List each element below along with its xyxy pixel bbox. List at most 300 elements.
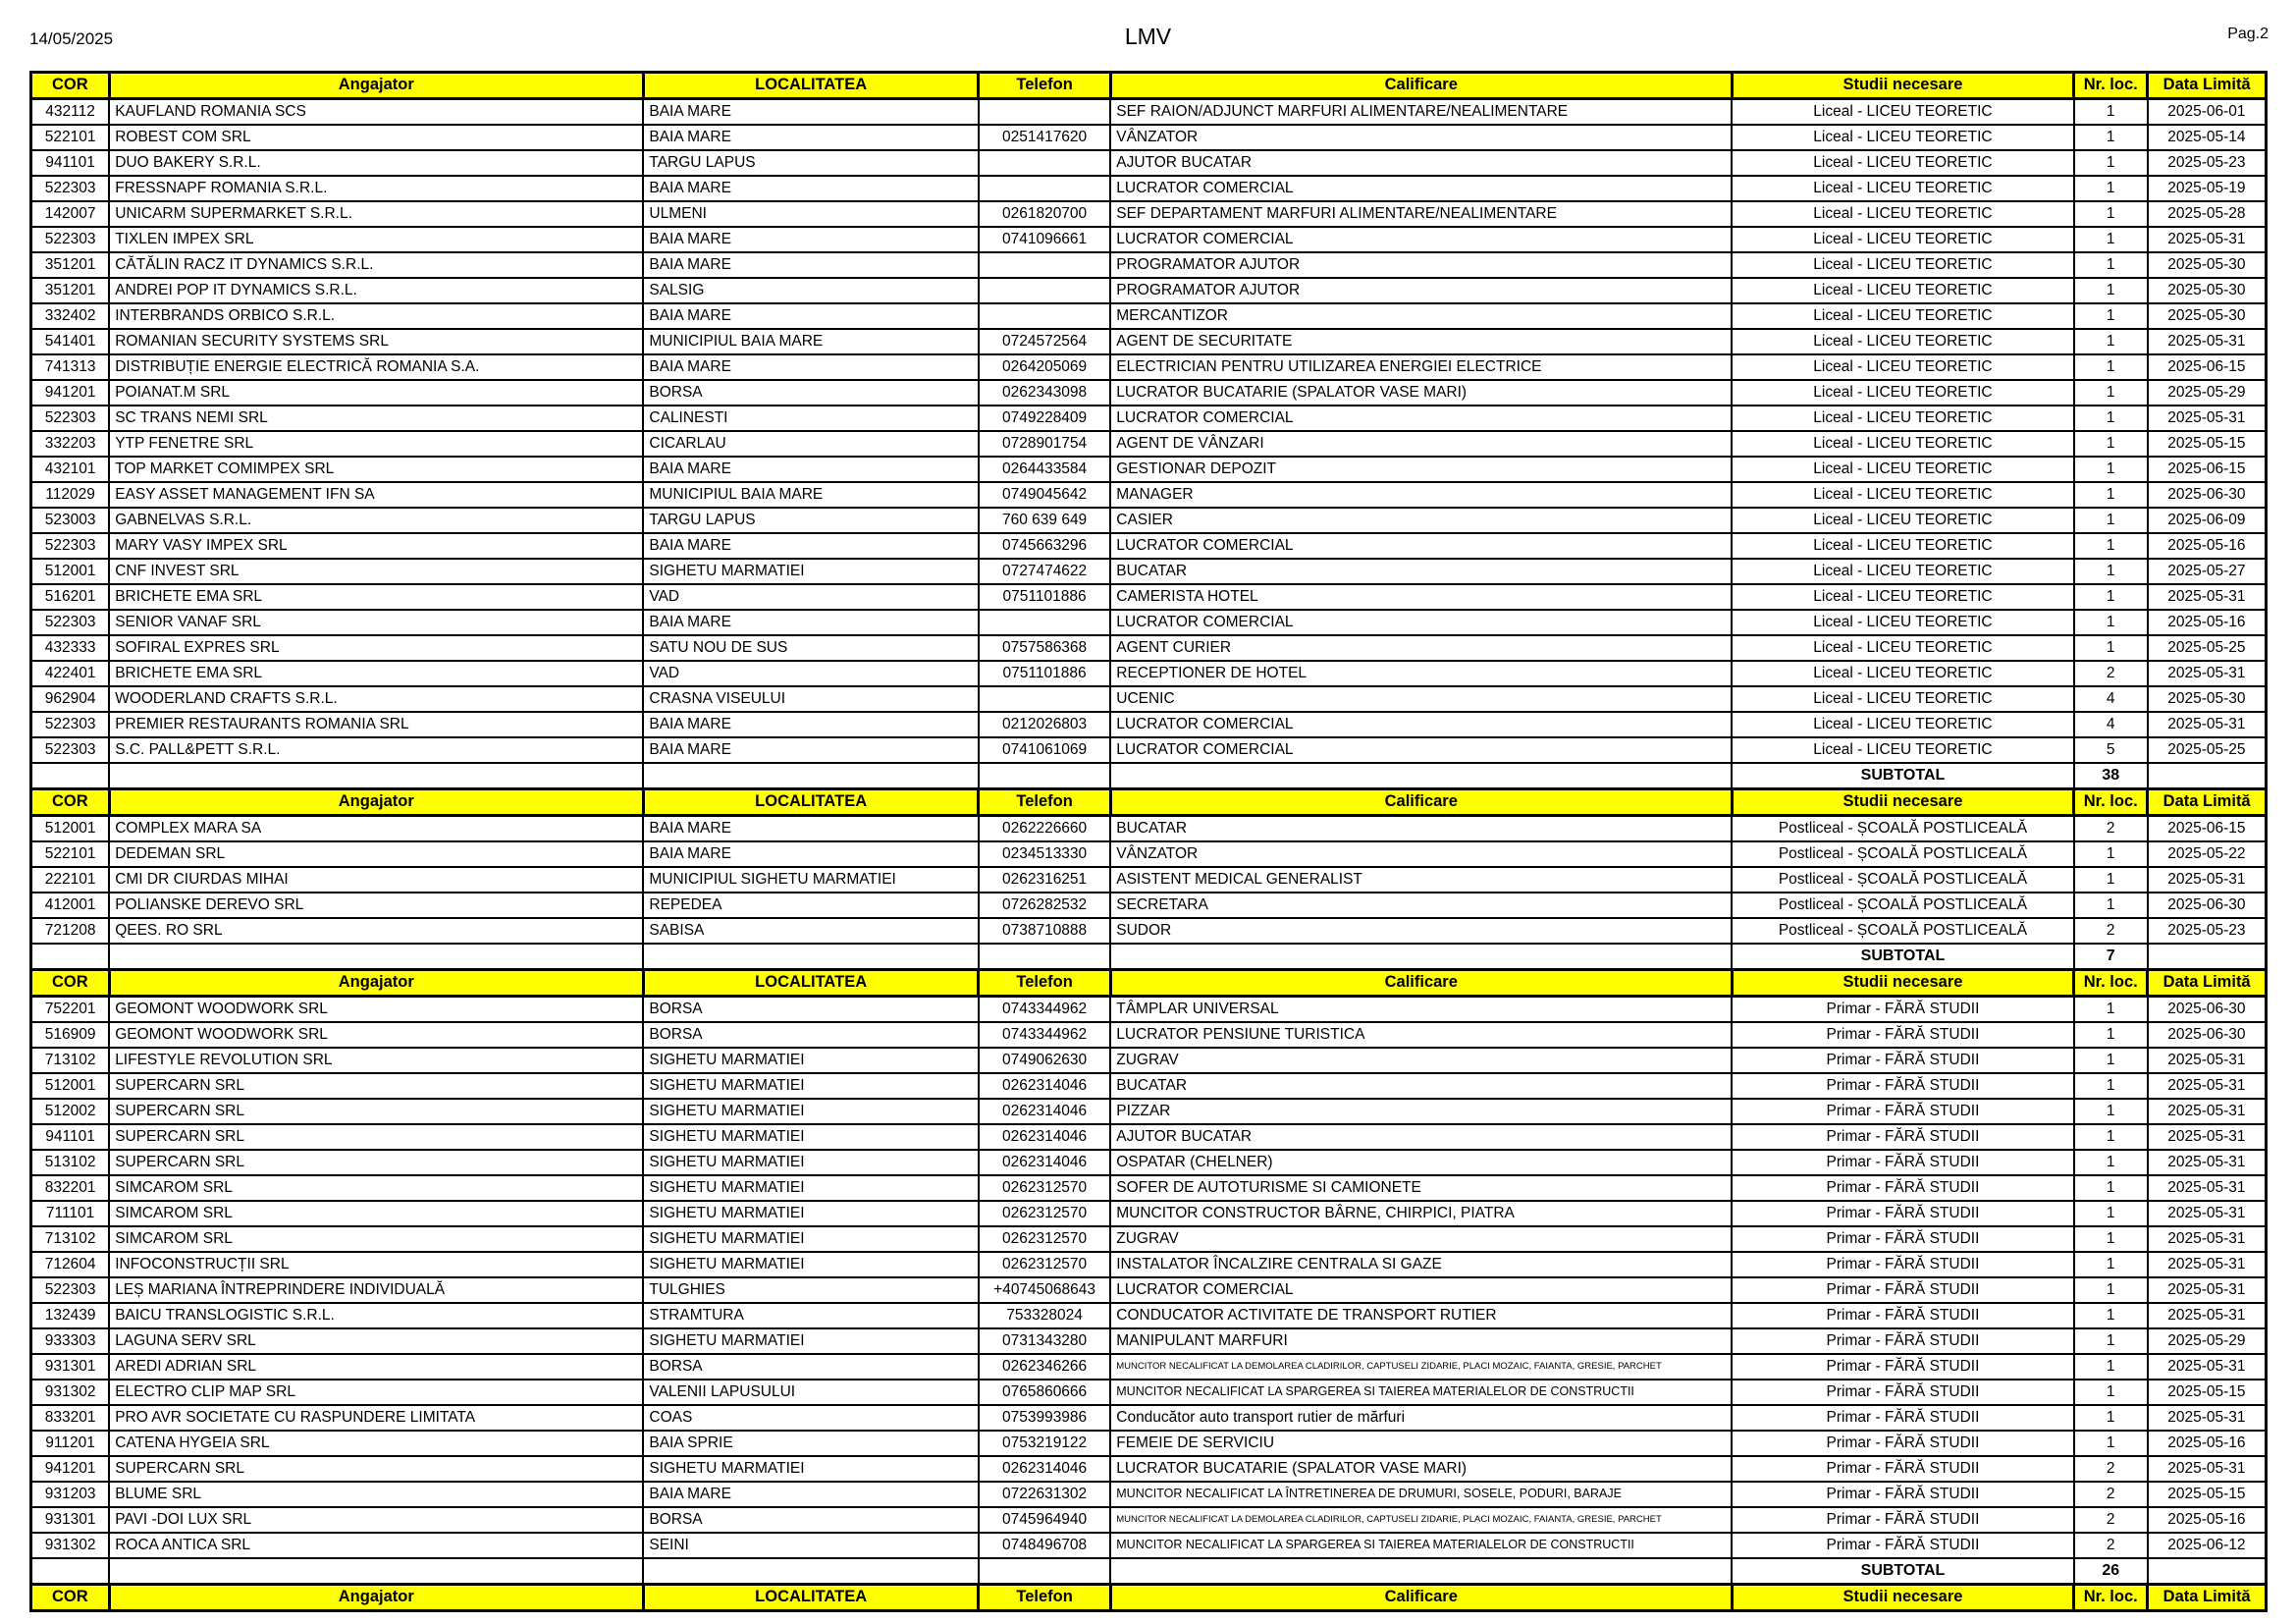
table-row [31,354,2267,380]
cell-localitatea: BAIA MARE [643,125,979,150]
cell-cor [31,763,110,789]
table-body [31,73,2267,1611]
cell-localitatea: TARGU LAPUS [643,508,979,533]
cell-localitatea: BORSA [643,1354,979,1380]
cell-cor: 711101 [31,1201,110,1226]
cell-angajator: SIMCAROM SRL [109,1201,643,1226]
subtotal-row [31,944,2267,970]
cell-data_limita [2148,1558,2267,1585]
cell-data_limita: 2025-05-16 [2148,610,2267,635]
table-row [31,559,2267,584]
column-header-localitatea: LOCALITATEA [643,789,979,816]
cell-calificare [1110,763,1732,789]
cell-calificare: CAMERISTA HOTEL [1110,584,1732,610]
table-row [31,610,2267,635]
cell-nr_loc: 1 [2074,1431,2148,1456]
cell-cor: 522101 [31,125,110,150]
cell-nr_loc: 1 [2074,380,2148,406]
cell-angajator: WOODERLAND CRAFTS S.R.L. [109,686,643,712]
cell-calificare: VÂNZATOR [1110,841,1732,867]
cell-nr_loc: 1 [2074,1073,2148,1099]
cell-cor: 516909 [31,1022,110,1048]
cell-localitatea: BAIA MARE [643,457,979,482]
cell-nr_loc: 1 [2074,1150,2148,1175]
cell-studii: Liceal - LICEU TEORETIC [1732,329,2073,354]
cell-nr_loc: 1 [2074,1175,2148,1201]
cell-data_limita: 2025-06-01 [2148,99,2267,126]
cell-calificare: AGENT DE VÂNZARI [1110,431,1732,457]
table-row [31,303,2267,329]
cell-cor: 522303 [31,176,110,201]
cell-calificare: LUCRATOR COMERCIAL [1110,227,1732,252]
subtotal-label: SUBTOTAL [1732,763,2073,789]
cell-studii: Primar - FĂRĂ STUDII [1732,1507,2073,1533]
cell-studii: Liceal - LICEU TEORETIC [1732,661,2073,686]
cell-data_limita: 2025-05-31 [2148,1201,2267,1226]
cell-studii: Primar - FĂRĂ STUDII [1732,1354,2073,1380]
cell-telefon [979,1558,1110,1585]
cell-angajator [109,763,643,789]
cell-calificare: LUCRATOR BUCATARIE (SPALATOR VASE MARI) [1110,1456,1732,1482]
cell-localitatea: CRASNA VISEULUI [643,686,979,712]
cell-localitatea: VAD [643,584,979,610]
table-row [31,1175,2267,1201]
cell-localitatea: TULGHIES [643,1277,979,1303]
table-row [31,1150,2267,1175]
cell-telefon: 0262312570 [979,1175,1110,1201]
cell-data_limita: 2025-05-23 [2148,918,2267,944]
table-row [31,712,2267,737]
cell-localitatea: SIGHETU MARMATIEI [643,1456,979,1482]
cell-data_limita: 2025-06-12 [2148,1533,2267,1558]
cell-data_limita: 2025-05-31 [2148,1456,2267,1482]
cell-calificare: SEF RAION/ADJUNCT MARFURI ALIMENTARE/NEALIMENTARE [1110,99,1732,126]
cell-localitatea: TARGU LAPUS [643,150,979,176]
cell-data_limita: 2025-05-31 [2148,1099,2267,1124]
cell-angajator: SUPERCARN SRL [109,1456,643,1482]
cell-data_limita: 2025-05-31 [2148,1150,2267,1175]
table-row [31,1048,2267,1073]
table-row [31,1201,2267,1226]
cell-localitatea: BAIA MARE [643,1482,979,1507]
cell-telefon: 0753219122 [979,1431,1110,1456]
cell-telefon: 753328024 [979,1303,1110,1328]
cell-data_limita [2148,763,2267,789]
cell-angajator: SENIOR VANAF SRL [109,610,643,635]
cell-angajator: GABNELVAS S.R.L. [109,508,643,533]
cell-cor: 512002 [31,1099,110,1124]
cell-calificare: LUCRATOR COMERCIAL [1110,533,1732,559]
column-header-angajator: Angajator [109,789,643,816]
cell-telefon: 0731343280 [979,1328,1110,1354]
cell-cor: 332402 [31,303,110,329]
cell-angajator: SOFIRAL EXPRES SRL [109,635,643,661]
cell-telefon: 0765860666 [979,1380,1110,1405]
column-header-angajator: Angajator [109,73,643,99]
cell-nr_loc: 1 [2074,482,2148,508]
cell-studii: Primar - FĂRĂ STUDII [1732,1226,2073,1252]
cell-cor: 931302 [31,1533,110,1558]
cell-nr_loc: 1 [2074,867,2148,893]
cell-calificare [1110,944,1732,970]
table-row [31,997,2267,1023]
cell-data_limita: 2025-05-31 [2148,661,2267,686]
cell-data_limita: 2025-05-25 [2148,635,2267,661]
table-row [31,431,2267,457]
cell-localitatea: SIGHETU MARMATIEI [643,1328,979,1354]
cell-studii: Liceal - LICEU TEORETIC [1732,354,2073,380]
cell-angajator: ROBEST COM SRL [109,125,643,150]
cell-calificare: AJUTOR BUCATAR [1110,1124,1732,1150]
table-row [31,867,2267,893]
cell-angajator: BRICHETE EMA SRL [109,661,643,686]
cell-studii: Primar - FĂRĂ STUDII [1732,1150,2073,1175]
cell-telefon: 0726282532 [979,893,1110,918]
cell-localitatea: BAIA MARE [643,816,979,842]
table-row [31,686,2267,712]
column-header-studii: Studii necesare [1732,73,2073,99]
cell-telefon: 0741096661 [979,227,1110,252]
cell-localitatea: BAIA MARE [643,252,979,278]
cell-localitatea [643,763,979,789]
cell-calificare: ZUGRAV [1110,1226,1732,1252]
cell-localitatea: SIGHETU MARMATIEI [643,1226,979,1252]
page-number: Pag.2 [2227,26,2269,42]
cell-telefon: 0262226660 [979,816,1110,842]
cell-telefon: 0745663296 [979,533,1110,559]
cell-cor: 222101 [31,867,110,893]
cell-studii: Postliceal - ȘCOALĂ POSTLICEALĂ [1732,893,2073,918]
cell-localitatea: SATU NOU DE SUS [643,635,979,661]
cell-cor: 522303 [31,737,110,763]
table-row [31,1226,2267,1252]
column-header-localitatea: LOCALITATEA [643,73,979,99]
column-header-nr_loc: Nr. loc. [2074,970,2148,997]
subtotal-row [31,1558,2267,1585]
table-row [31,1303,2267,1328]
column-header-angajator: Angajator [109,1585,643,1611]
cell-localitatea: BAIA MARE [643,533,979,559]
cell-telefon: 0264205069 [979,354,1110,380]
cell-nr_loc: 1 [2074,610,2148,635]
cell-nr_loc: 1 [2074,176,2148,201]
cell-cor: 741313 [31,354,110,380]
cell-telefon [979,763,1110,789]
cell-cor: 522303 [31,610,110,635]
cell-calificare: CONDUCATOR ACTIVITATE DE TRANSPORT RUTIER [1110,1303,1732,1328]
table-row [31,1354,2267,1380]
cell-data_limita: 2025-05-31 [2148,227,2267,252]
cell-cor: 941201 [31,380,110,406]
cell-localitatea: BAIA SPRIE [643,1431,979,1456]
cell-nr_loc: 1 [2074,278,2148,303]
cell-nr_loc: 1 [2074,508,2148,533]
table-row [31,737,2267,763]
cell-calificare: UCENIC [1110,686,1732,712]
column-header-telefon: Telefon [979,970,1110,997]
cell-cor: 962904 [31,686,110,712]
table-row [31,1380,2267,1405]
cell-data_limita: 2025-05-29 [2148,380,2267,406]
cell-telefon: 760 639 649 [979,508,1110,533]
cell-cor: 132439 [31,1303,110,1328]
cell-telefon [979,944,1110,970]
cell-nr_loc: 1 [2074,1226,2148,1252]
cell-localitatea: VAD [643,661,979,686]
cell-telefon: 0751101886 [979,661,1110,686]
cell-telefon: 0749062630 [979,1048,1110,1073]
cell-calificare [1110,1558,1732,1585]
cell-data_limita: 2025-05-31 [2148,329,2267,354]
column-header-data_limita: Data Limită [2148,789,2267,816]
cell-studii: Liceal - LICEU TEORETIC [1732,533,2073,559]
cell-data_limita [2148,944,2267,970]
cell-angajator: ROCA ANTICA SRL [109,1533,643,1558]
column-header-calificare: Calificare [1110,73,1732,99]
column-header-row [31,789,2267,816]
cell-studii: Primar - FĂRĂ STUDII [1732,1201,2073,1226]
column-header-cor: COR [31,1585,110,1611]
subtotal-label: SUBTOTAL [1732,1558,2073,1585]
cell-localitatea: BAIA MARE [643,712,979,737]
cell-cor [31,944,110,970]
cell-studii: Primar - FĂRĂ STUDII [1732,1175,2073,1201]
cell-angajator: PRO AVR SOCIETATE CU RASPUNDERE LIMITATA [109,1405,643,1431]
table-row [31,329,2267,354]
cell-angajator: YTP FENETRE SRL [109,431,643,457]
cell-angajator: DISTRIBUȚIE ENERGIE ELECTRICĂ ROMANIA S.A. [109,354,643,380]
cell-studii: Primar - FĂRĂ STUDII [1732,1022,2073,1048]
cell-studii: Liceal - LICEU TEORETIC [1732,482,2073,508]
cell-angajator: AREDI ADRIAN SRL [109,1354,643,1380]
cell-calificare: Conducător auto transport rutier de mărfuri [1110,1405,1732,1431]
column-header-nr_loc: Nr. loc. [2074,789,2148,816]
cell-angajator: LEȘ MARIANA ÎNTREPRINDERE INDIVIDUALĂ [109,1277,643,1303]
cell-data_limita: 2025-05-31 [2148,1048,2267,1073]
cell-data_limita: 2025-05-31 [2148,1303,2267,1328]
column-header-studii: Studii necesare [1732,789,2073,816]
cell-calificare: GESTIONAR DEPOZIT [1110,457,1732,482]
cell-cor: 541401 [31,329,110,354]
cell-cor: 112029 [31,482,110,508]
table-row [31,584,2267,610]
cell-data_limita: 2025-06-30 [2148,1022,2267,1048]
cell-calificare: SOFER DE AUTOTURISME SI CAMIONETE [1110,1175,1732,1201]
cell-localitatea: SALSIG [643,278,979,303]
cell-data_limita: 2025-05-14 [2148,125,2267,150]
column-header-angajator: Angajator [109,970,643,997]
cell-telefon: 0262314046 [979,1124,1110,1150]
cell-telefon: 0234513330 [979,841,1110,867]
cell-localitatea: SIGHETU MARMATIEI [643,1252,979,1277]
cell-angajator: LIFESTYLE REVOLUTION SRL [109,1048,643,1073]
column-header-nr_loc: Nr. loc. [2074,1585,2148,1611]
cell-nr_loc: 1 [2074,1048,2148,1073]
cell-angajator: PREMIER RESTAURANTS ROMANIA SRL [109,712,643,737]
cell-data_limita: 2025-05-29 [2148,1328,2267,1354]
cell-nr_loc: 2 [2074,816,2148,842]
subtotal-row [31,763,2267,789]
cell-calificare: LUCRATOR COMERCIAL [1110,610,1732,635]
cell-studii: Liceal - LICEU TEORETIC [1732,201,2073,227]
cell-nr_loc: 4 [2074,712,2148,737]
cell-telefon: 0738710888 [979,918,1110,944]
cell-nr_loc: 1 [2074,431,2148,457]
cell-angajator: INTERBRANDS ORBICO S.R.L. [109,303,643,329]
cell-localitatea: MUNICIPIUL BAIA MARE [643,482,979,508]
cell-calificare: VÂNZATOR [1110,125,1732,150]
cell-cor: 332203 [31,431,110,457]
cell-studii: Liceal - LICEU TEORETIC [1732,635,2073,661]
column-header-calificare: Calificare [1110,1585,1732,1611]
cell-data_limita: 2025-05-22 [2148,841,2267,867]
cell-data_limita: 2025-06-09 [2148,508,2267,533]
cell-data_limita: 2025-05-31 [2148,406,2267,431]
cell-studii: Postliceal - ȘCOALĂ POSTLICEALĂ [1732,867,2073,893]
cell-calificare: BUCATAR [1110,1073,1732,1099]
cell-data_limita: 2025-05-30 [2148,278,2267,303]
cell-angajator: EASY ASSET MANAGEMENT IFN SA [109,482,643,508]
cell-calificare: LUCRATOR PENSIUNE TURISTICA [1110,1022,1732,1048]
cell-nr_loc: 1 [2074,1201,2148,1226]
column-header-localitatea: LOCALITATEA [643,1585,979,1611]
cell-nr_loc: 1 [2074,150,2148,176]
table-row [31,1507,2267,1533]
cell-angajator: GEOMONT WOODWORK SRL [109,997,643,1023]
cell-calificare: AJUTOR BUCATAR [1110,150,1732,176]
cell-nr_loc: 1 [2074,252,2148,278]
table-row [31,816,2267,842]
cell-cor: 931301 [31,1354,110,1380]
cell-data_limita: 2025-05-31 [2148,1354,2267,1380]
cell-data_limita: 2025-05-31 [2148,1073,2267,1099]
cell-calificare: AGENT DE SECURITATE [1110,329,1732,354]
cell-calificare: INSTALATOR ÎNCALZIRE CENTRALA SI GAZE [1110,1252,1732,1277]
cell-nr_loc: 1 [2074,997,2148,1023]
table-row [31,1277,2267,1303]
cell-localitatea: CICARLAU [643,431,979,457]
cell-data_limita: 2025-05-31 [2148,1277,2267,1303]
report-date: 14/05/2025 [29,29,114,48]
cell-calificare: LUCRATOR BUCATARIE (SPALATOR VASE MARI) [1110,380,1732,406]
cell-cor: 941101 [31,1124,110,1150]
cell-angajator: ELECTRO CLIP MAP SRL [109,1380,643,1405]
cell-angajator: COMPLEX MARA SA [109,816,643,842]
table-row [31,150,2267,176]
cell-cor: 911201 [31,1431,110,1456]
table-row [31,508,2267,533]
cell-localitatea: BORSA [643,1022,979,1048]
cell-angajator: PAVI -DOI LUX SRL [109,1507,643,1533]
table-row [31,201,2267,227]
cell-calificare: MUNCITOR CONSTRUCTOR BÂRNE, CHIRPICI, PIATRA [1110,1201,1732,1226]
cell-localitatea: STRAMTURA [643,1303,979,1328]
cell-nr_loc: 1 [2074,1380,2148,1405]
cell-data_limita: 2025-05-30 [2148,252,2267,278]
cell-localitatea: BORSA [643,997,979,1023]
cell-calificare: MUNCITOR NECALIFICAT LA SPARGEREA SI TAIEREA MATERIALELOR DE CONSTRUCTII [1110,1533,1732,1558]
cell-telefon [979,176,1110,201]
cell-angajator: SUPERCARN SRL [109,1099,643,1124]
cell-data_limita: 2025-05-27 [2148,559,2267,584]
cell-localitatea: SIGHETU MARMATIEI [643,1175,979,1201]
cell-studii: Primar - FĂRĂ STUDII [1732,1048,2073,1073]
table-row [31,176,2267,201]
cell-studii: Primar - FĂRĂ STUDII [1732,1482,2073,1507]
cell-data_limita: 2025-05-31 [2148,1175,2267,1201]
cell-data_limita: 2025-05-31 [2148,584,2267,610]
cell-telefon: 0743344962 [979,1022,1110,1048]
cell-cor: 721208 [31,918,110,944]
cell-data_limita: 2025-05-16 [2148,533,2267,559]
cell-angajator: ANDREI POP IT DYNAMICS S.R.L. [109,278,643,303]
cell-nr_loc: 2 [2074,1507,2148,1533]
cell-data_limita: 2025-05-15 [2148,1482,2267,1507]
cell-telefon: 0262346266 [979,1354,1110,1380]
vacancies-table [29,71,2268,1612]
cell-telefon [979,252,1110,278]
cell-telefon: 0728901754 [979,431,1110,457]
cell-cor: 832201 [31,1175,110,1201]
cell-cor: 513102 [31,1150,110,1175]
cell-localitatea: REPEDEA [643,893,979,918]
cell-angajator: CATENA HYGEIA SRL [109,1431,643,1456]
cell-nr_loc: 1 [2074,893,2148,918]
cell-angajator: CMI DR CIURDAS MIHAI [109,867,643,893]
cell-localitatea: BAIA MARE [643,176,979,201]
cell-telefon: 0264433584 [979,457,1110,482]
cell-nr_loc: 1 [2074,1277,2148,1303]
table-row [31,1482,2267,1507]
table-row [31,125,2267,150]
cell-studii: Primar - FĂRĂ STUDII [1732,1380,2073,1405]
cell-data_limita: 2025-05-16 [2148,1431,2267,1456]
cell-calificare: FEMEIE DE SERVICIU [1110,1431,1732,1456]
cell-nr_loc: 1 [2074,303,2148,329]
cell-studii: Liceal - LICEU TEORETIC [1732,125,2073,150]
cell-localitatea: ULMENI [643,201,979,227]
cell-calificare: MUNCITOR NECALIFICAT LA DEMOLAREA CLADIRILOR, CAPTUSELI ZIDARIE, PLACI MOZAIC, FAIANTA, GRESIE, PARCHET [1110,1354,1732,1380]
cell-angajator: FRESSNAPF ROMANIA S.R.L. [109,176,643,201]
cell-nr_loc: 1 [2074,1405,2148,1431]
table-row [31,406,2267,431]
cell-studii: Liceal - LICEU TEORETIC [1732,380,2073,406]
cell-nr_loc: 2 [2074,661,2148,686]
cell-localitatea: COAS [643,1405,979,1431]
column-header-telefon: Telefon [979,1585,1110,1611]
cell-angajator: BAICU TRANSLOGISTIC S.R.L. [109,1303,643,1328]
cell-data_limita: 2025-06-15 [2148,354,2267,380]
cell-angajator: DUO BAKERY S.R.L. [109,150,643,176]
cell-calificare: SUDOR [1110,918,1732,944]
cell-nr_loc: 1 [2074,354,2148,380]
cell-angajator: TIXLEN IMPEX SRL [109,227,643,252]
column-header-localitatea: LOCALITATEA [643,970,979,997]
cell-studii: Primar - FĂRĂ STUDII [1732,1277,2073,1303]
cell-localitatea: SIGHETU MARMATIEI [643,1124,979,1150]
cell-nr_loc: 2 [2074,1533,2148,1558]
cell-calificare: PROGRAMATOR AJUTOR [1110,252,1732,278]
cell-nr_loc: 1 [2074,227,2148,252]
column-header-calificare: Calificare [1110,789,1732,816]
cell-calificare: SECRETARA [1110,893,1732,918]
cell-angajator: SUPERCARN SRL [109,1073,643,1099]
cell-data_limita: 2025-05-31 [2148,1124,2267,1150]
cell-angajator: LAGUNA SERV SRL [109,1328,643,1354]
page-header [0,0,2296,71]
cell-data_limita: 2025-06-30 [2148,482,2267,508]
cell-data_limita: 2025-06-30 [2148,893,2267,918]
